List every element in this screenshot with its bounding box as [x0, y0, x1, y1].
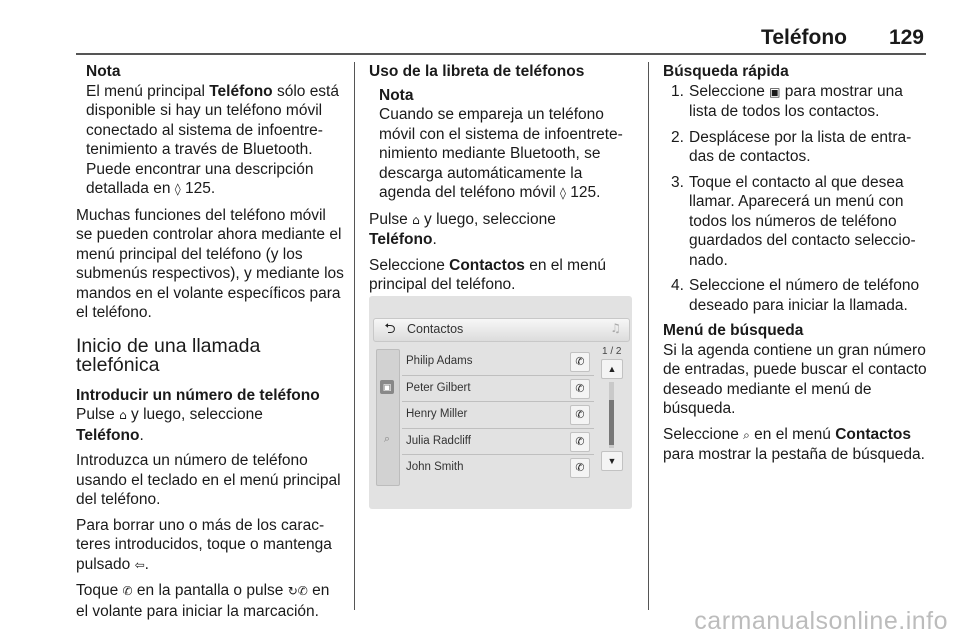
left-column — [76, 62, 344, 627]
note-ref: 125. — [570, 184, 601, 201]
contact-name: Philip Adams — [406, 355, 473, 367]
steering-phone-icon: ↻✆ — [287, 584, 308, 598]
step-number: 2. — [671, 128, 684, 146]
note-block — [86, 62, 344, 200]
page-number: 129 — [888, 26, 924, 49]
text-bold: Teléfono — [369, 231, 433, 248]
paragraph — [76, 581, 344, 621]
text: para mostrar la pestaña de búsqueda. — [663, 446, 925, 463]
step-number: 1. — [671, 82, 684, 100]
paragraph — [76, 516, 344, 576]
text-bold: Contactos — [835, 425, 911, 443]
note-text-post: sólo está disponible si hay un teléfono móvil conectado al sistema de infoentretenimiento a través de Bluetooth. Puede encontrar una descripción detallada en — [86, 82, 339, 197]
text: . — [432, 231, 437, 248]
screen-title-bar — [373, 318, 630, 342]
music-icon: ♫ — [610, 321, 621, 335]
contacts-list — [402, 349, 594, 481]
column-divider-1 — [354, 62, 355, 610]
contacts-icon: ▣ — [769, 84, 781, 99]
note-text-pre: El menú principal — [86, 82, 210, 100]
search-icon: ⌕ — [743, 427, 750, 442]
text: Toque el contacto al que desea llamar. Aparecerá un menú con todos los números de teléfono guardados del contacto seleccionado. — [689, 173, 916, 269]
text: Desplácese por la lista de entradas de contactos. — [689, 128, 912, 165]
paragraph — [369, 210, 637, 250]
note-block — [379, 86, 637, 204]
screen-title: Contactos — [407, 322, 464, 336]
paragraph: Si la agenda contiene un gran número de entradas, puede buscar el contacto deseado mediante el menú de búsqueda. — [663, 341, 927, 417]
contacts-tab-icon: ▣ — [380, 380, 394, 394]
scroll-up-icon: ▲ — [601, 359, 623, 379]
scrollbar-track — [609, 382, 614, 448]
subheading: Uso de la libreta de teléfonos — [369, 63, 585, 80]
scrollbar-thumb — [609, 400, 614, 445]
note-text — [86, 82, 344, 200]
call-icon: ✆ — [570, 405, 590, 425]
text: Toque — [76, 582, 123, 599]
note-ref: 125. — [185, 180, 216, 197]
contact-name: John Smith — [406, 461, 464, 473]
call-icon: ✆ — [570, 379, 590, 399]
call-icon: ✆ — [570, 352, 590, 372]
contact-row — [402, 376, 594, 403]
text: en el menú — [749, 425, 836, 443]
text: . — [144, 555, 149, 573]
list-item — [663, 128, 931, 167]
contacts-screen-image — [369, 296, 632, 509]
contact-row — [402, 402, 594, 429]
paragraph: Introduzca un número de teléfono usando el teclado en el menú principal del teléfono. — [76, 452, 341, 508]
contact-row — [402, 429, 594, 456]
text: y luego, seleccione — [419, 210, 556, 228]
text-bold: Teléfono — [76, 426, 140, 444]
note-text-bold: Teléfono — [209, 82, 273, 100]
home-icon: ⌂ — [412, 212, 420, 227]
text: en el menú principal del teléfono. — [369, 256, 606, 293]
header-rule — [76, 53, 926, 55]
text: y luego, seleccione — [126, 406, 263, 423]
paragraph — [76, 405, 344, 445]
subheading: Búsqueda rápida — [663, 63, 789, 80]
middle-column — [369, 62, 637, 301]
list-item — [663, 276, 931, 315]
screen-side-tabs — [376, 349, 400, 486]
step-number: 4. — [671, 277, 684, 294]
contact-row — [402, 349, 594, 376]
reference-icon: ◊ — [174, 182, 181, 196]
page-indicator: 1 / 2 — [602, 346, 622, 357]
watermark: carmanualsonline.info — [694, 607, 948, 635]
text: Pulse — [76, 406, 120, 423]
text: . — [139, 426, 144, 444]
subheading: Menú de búsqueda — [663, 322, 804, 339]
paragraph: Muchas funciones del teléfono móvil se pueden controlar ahora mediante el menú principal del teléfono (y los submenús respectivos), y mediante los mandos en el volante específicos para el teléfono. — [76, 206, 344, 321]
list-item — [663, 82, 931, 122]
contact-row — [402, 455, 594, 481]
reference-icon: ◊ — [559, 186, 566, 200]
phone-icon: ✆ — [122, 584, 133, 598]
backspace-icon: ⇦ — [134, 557, 145, 572]
note-title: Nota — [379, 86, 414, 104]
section-heading: Inicio de una llamada telefónica — [76, 334, 261, 376]
page-title: Teléfono — [761, 26, 847, 49]
home-icon: ⌂ — [119, 408, 127, 422]
text: Seleccione el número de teléfono deseado para iniciar la llamada. — [689, 277, 920, 314]
contact-name: Julia Radcliff — [406, 434, 471, 447]
text: en la pantalla o pulse — [132, 582, 288, 599]
call-icon: ✆ — [570, 458, 590, 478]
text: Pulse — [369, 210, 413, 228]
step-number: 3. — [671, 173, 684, 191]
search-tab-icon: ⌕ — [383, 432, 391, 445]
back-icon: ⮌ — [384, 321, 396, 337]
contact-name: Peter Gilbert — [406, 381, 471, 394]
page-header — [0, 26, 960, 54]
text: para mostrar una lista de todos los contactos. — [689, 82, 903, 120]
right-column — [663, 62, 931, 471]
note-title: Nota — [86, 63, 121, 80]
column-divider-2 — [648, 62, 649, 610]
note-text — [379, 105, 637, 204]
steps-list — [663, 82, 931, 316]
text: en el volante para iniciar la marcación. — [76, 582, 330, 620]
text: Cuando se empareja un teléfono móvil con el sistema de infoentretenimiento mediante Bluetooth, se descarga automáticamente la agenda del teléfono móvil — [379, 106, 623, 201]
text: Seleccione — [663, 425, 744, 443]
text: Seleccione — [369, 256, 450, 274]
paragraph — [369, 256, 637, 295]
text: Seleccione — [689, 82, 770, 100]
text: Para borrar uno o más de los caracteres introducidos, toque o mantenga pulsado — [76, 516, 332, 573]
list-item — [663, 173, 931, 271]
subheading: Introducir un número de teléfono — [76, 386, 320, 404]
paragraph — [663, 425, 931, 465]
text-bold: Contactos — [449, 256, 525, 274]
contact-name: Henry Miller — [406, 408, 468, 420]
scroll-down-icon: ▼ — [601, 451, 623, 471]
call-icon: ✆ — [570, 432, 590, 452]
